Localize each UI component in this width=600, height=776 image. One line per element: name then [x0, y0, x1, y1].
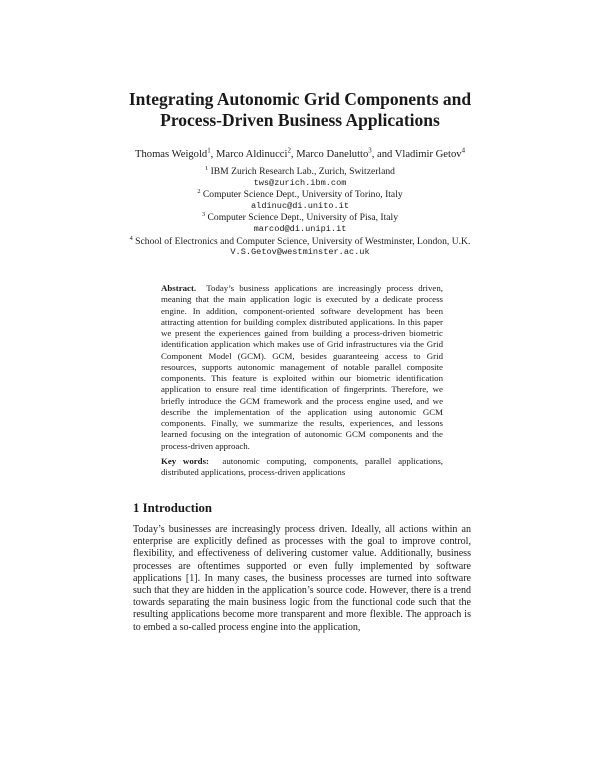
- affiliation-email: V.S.Getov@westminster.ac.uk: [230, 247, 370, 258]
- author-conjunction: , and: [371, 149, 395, 160]
- author-name: Vladimir Getov: [394, 149, 462, 160]
- affiliation-text: School of Electronics and Computer Science, University of Westminster, London, U.K.: [135, 235, 471, 247]
- affiliation-text: Computer Science Dept., University of Pisa, Italy: [207, 212, 399, 224]
- author-mark: 3: [368, 147, 372, 155]
- author-name: Marco Aldinucci: [215, 149, 288, 160]
- author-name: Thomas Weigold: [135, 149, 208, 160]
- affiliation-mark: 4: [129, 234, 133, 242]
- abstract-text: Today’s business applications are increasingly process driven, meaning that the main application logic is executed by a dedicate process engine. In addition, component-oriented software development has been attracting attention for building complex distributed applications. In this paper we present the experiences gained from building a process-driven biometric identification application which makes use of Grid infrastructures via the Grid Component Model (GCM). GCM, besides guaranteeing access to Grid resources, supports autonomic management of notable parallel composite components. This feature is exploited within our biometric identification application to ensure real time identification of fingerprints. Therefore, we briefly introduce the GCM framework and the process engine used, and we describe the implementation of the application using autonomic GCM components. Finally, we summarize the results, experiences, and lessons learned focusing on the integration of autonomic GCM components and the process-driven approach.: [161, 283, 443, 451]
- affiliation-text: IBM Zurich Research Lab., Zurich, Switzerland: [210, 166, 395, 177]
- affiliation-list: [120, 166, 480, 259]
- section-heading: 1 Introduction: [133, 501, 213, 515]
- author-mark: 4: [461, 147, 465, 155]
- keywords-text: autonomic computing, components, parallel applications, distributed applications, process-driven applications: [161, 456, 444, 478]
- author-list: [60, 148, 540, 161]
- title-line-2: Process-Driven Business Applications: [160, 110, 440, 130]
- title-line-1: Integrating Autonomic Grid Components and: [128, 89, 472, 109]
- abstract: [161, 283, 443, 452]
- affiliation-text: Computer Science Dept., University of Torino, Italy: [202, 189, 403, 201]
- affiliation: [108, 236, 492, 248]
- affiliation-email: tws@zurich.ibm.com: [253, 177, 347, 188]
- author-mark: 1: [207, 147, 211, 155]
- keywords: [161, 456, 443, 479]
- author-mark: 2: [287, 147, 291, 155]
- affiliation: [120, 189, 480, 201]
- abstract-label: Abstract.: [161, 283, 197, 293]
- affiliation: [120, 212, 480, 224]
- paper-title: [100, 89, 500, 131]
- affiliation: [120, 166, 480, 178]
- affiliation-mark: 2: [197, 188, 201, 195]
- intro-paragraph: Today’s businesses are increasingly process driven. Ideally, all actions within an enterprise are explicitly defined as processes with the goal to improve control, flexibility, and effectiveness of delivering customer value. Additionally, business processes are oftentimes supported or even fully implemented by software applications [1]. In many cases, the business processes are turned into software such that they are hidden in the application’s source code. However, there is a trend towards separating the main business logic from the functional code such that the resulting applications become more transparent and more flexible. The approach is to embed a so-called process engine into the application,: [133, 524, 471, 633]
- author-separator: ,: [210, 149, 216, 160]
- affiliation-mark: 1: [205, 164, 209, 172]
- keywords-label: Key words:: [161, 456, 209, 466]
- affiliation-mark: 3: [201, 211, 206, 219]
- author-name: Marco Danelutto: [296, 149, 369, 160]
- affiliation-email: aldinuc@di.unito.it: [251, 200, 349, 211]
- author-separator: ,: [290, 149, 297, 160]
- affiliation-email: marcod@di.unipi.it: [253, 223, 347, 234]
